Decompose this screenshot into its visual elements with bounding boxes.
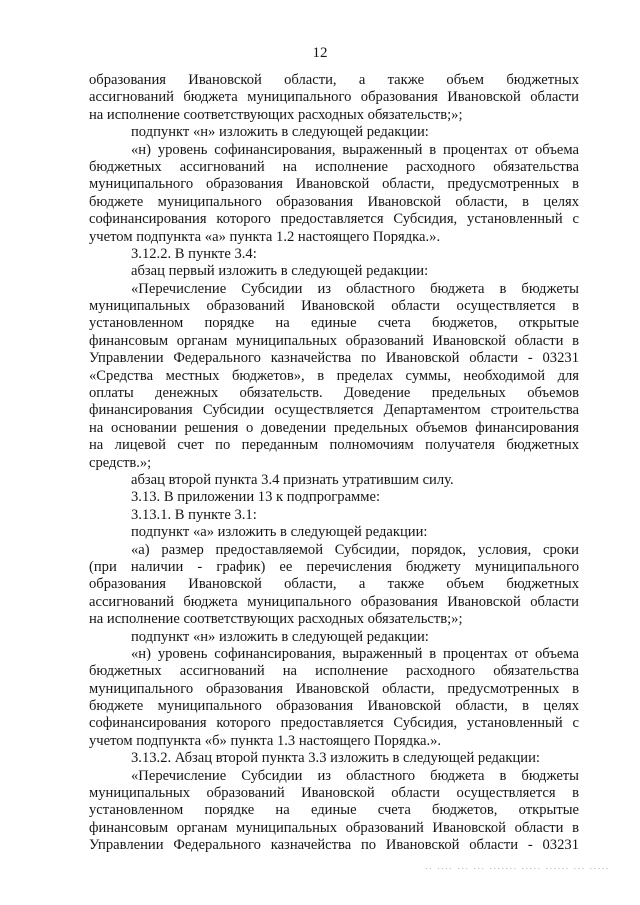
text-line: подпункт «н» изложить в следующей редакции: (131, 124, 429, 141)
text-line: «н) уровень софинансирования, выраженный в процентах от объема (131, 141, 579, 158)
text-line: бюджете муниципального образования Ивановской области, в целях (89, 698, 579, 715)
text-line: подпункт «а» изложить в следующей редакции: (131, 524, 428, 541)
text-line: муниципального образования Ивановской области, предусмотренных в (89, 680, 579, 697)
text-line: образования Ивановской области, а также объем бюджетных (89, 576, 579, 593)
text-line: бюджетных ассигнований на исполнение расходного обязательства (89, 663, 579, 680)
text-line: 3.12.2. В пункте 3.4: (131, 245, 257, 262)
text-line: (при наличии - график) ее перечисления бюджету муниципального (89, 558, 579, 575)
text-line: бюджетных ассигнований на исполнение расходного обязательства (89, 158, 579, 175)
text-line: абзац первый изложить в следующей редакции: (131, 263, 429, 280)
text-line: учетом подпункта «а» пункта 1.2 настоящего Порядка.». (89, 228, 441, 245)
text-line: софинансирования которого предоставляется Субсидия, установленный с (89, 715, 579, 732)
text-line: муниципального образования Ивановской области, предусмотренных в (89, 176, 579, 193)
text-line: финансовым органам муниципальных образований Ивановской области в (89, 332, 579, 349)
text-line: учетом подпункта «б» пункта 1.3 настоящего Порядка.». (89, 732, 442, 749)
text-line: муниципальных образований Ивановской области осуществляется в (89, 298, 579, 315)
page-number: 12 (312, 45, 328, 61)
text-line: на основании решения о доведении предельных объемов финансирования (89, 419, 579, 436)
text-line: абзац второй пункта 3.4 признать утратившим силу. (131, 471, 454, 488)
text-line: образования Ивановской области, а также объем бюджетных (89, 72, 579, 88)
text-line: 3.13. В приложении 13 к подпрограмме: (131, 489, 381, 506)
text-line: софинансирования которого предоставляется Субсидия, установленный с (89, 211, 579, 228)
text-line: финансирования Субсидии осуществляется Департаментом строительства (89, 402, 579, 419)
text-line: «н) уровень софинансирования, выраженный в процентах от объема (131, 645, 579, 662)
text-line: Управлении Федерального казначейства по Ивановской области - 03231 (89, 837, 579, 854)
text-line: на лицевой счет по переданным полномочиям получателя бюджетных (89, 437, 579, 454)
text-line: оплаты денежных обязательств. Доведение предельных объемов (89, 385, 579, 402)
text-line: ассигнований бюджета муниципального образования Ивановской области (89, 593, 579, 610)
text-line: на исполнение соответствующих расходных обязательств;»; (89, 106, 463, 123)
text-line: «Перечисление Субсидии из областного бюджета в бюджеты (131, 280, 579, 297)
text-line: ассигнований бюджета муниципального образования Ивановской области (89, 89, 579, 106)
scan-footer-mark: -- ---- --- --- ------- ----- ------ --- ----- (425, 866, 610, 872)
text-line: 3.13.2. Абзац второй пункта 3.3 изложить в следующей редакции: (131, 750, 540, 767)
text-line: на исполнение соответствующих расходных обязательств;»; (89, 611, 463, 628)
text-line: средств.»; (89, 454, 152, 471)
text-line: финансовым органам муниципальных образований Ивановской области в (89, 819, 579, 836)
text-line: «а) размер предоставляемой Субсидии, порядок, условия, сроки (131, 541, 579, 558)
text-line: Управлении Федерального казначейства по Ивановской области - 03231 (89, 350, 579, 367)
text-line: подпункт «н» изложить в следующей редакции: (131, 628, 429, 645)
text-line: «Перечисление Субсидии из областного бюджета в бюджеты (131, 767, 579, 784)
text-line: бюджете муниципального образования Ивановской области, в целях (89, 193, 579, 210)
document-body (89, 72, 579, 855)
text-line: «Средства местных бюджетов», в пределах суммы, необходимой для (89, 367, 579, 384)
text-line: 3.13.1. В пункте 3.1: (131, 506, 257, 523)
text-line: установленном порядке на единые счета бюджетов, открытые (89, 802, 579, 819)
text-line: установленном порядке на единые счета бюджетов, открытые (89, 315, 579, 332)
text-line: муниципальных образований Ивановской области осуществляется в (89, 785, 579, 802)
